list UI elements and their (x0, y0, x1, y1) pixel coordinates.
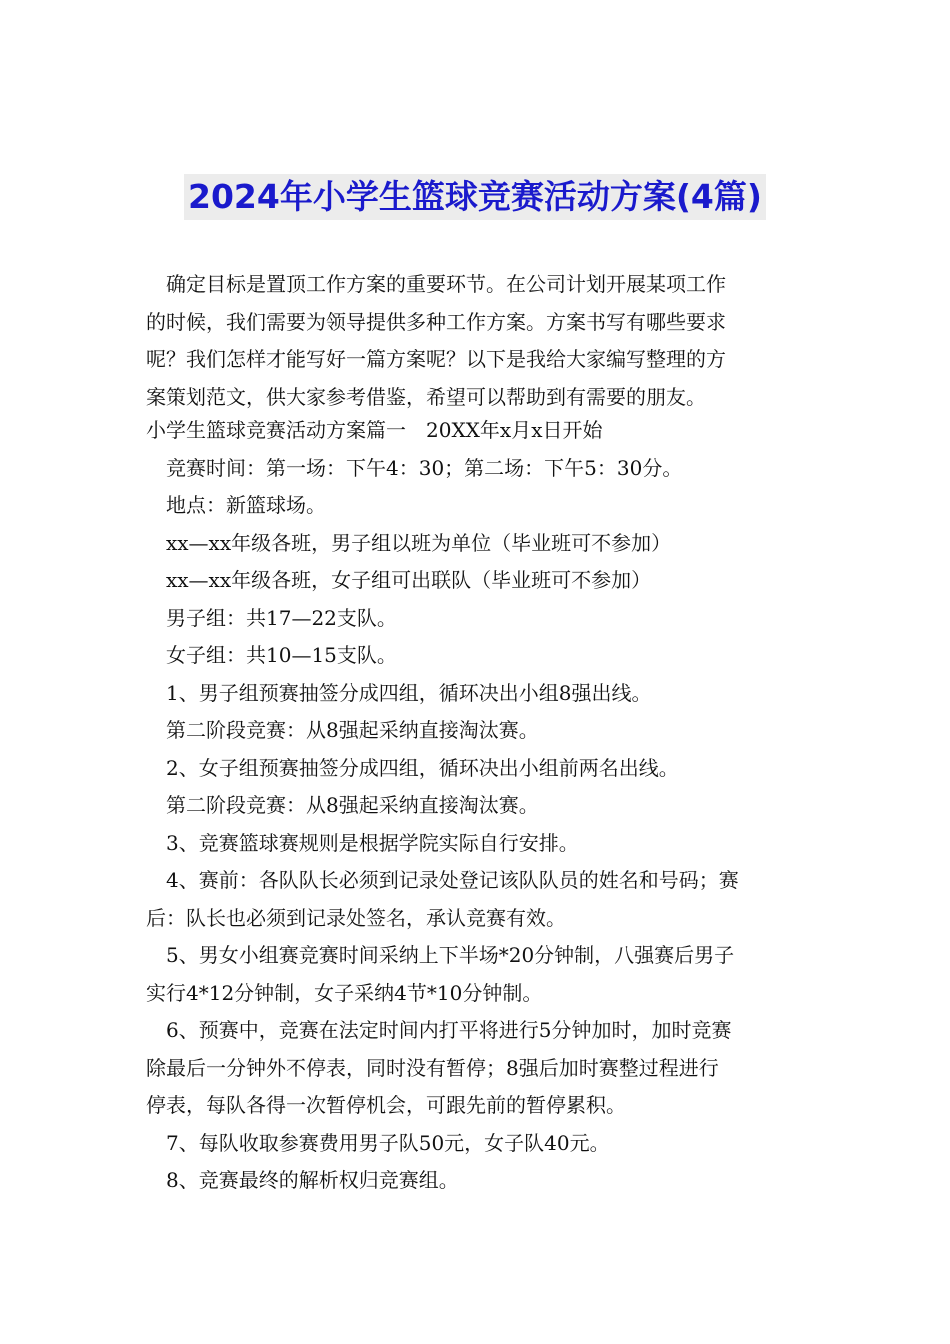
intro-line-3: 呢？我们怎样才能写好一篇方案呢？以下是我给大家编写整理的方 (146, 347, 726, 371)
intro-line-4: 案策划范文，供大家参考借鉴，希望可以帮助到有需要的朋友。 (146, 384, 706, 409)
boys-classes: xx—xx年级各班，男子组以班为单位（毕业班可不参加） (166, 530, 672, 555)
document-body (146, 266, 810, 1200)
rule-3: 3、竞赛篮球赛规则是根据学院实际自行安排。 (166, 830, 579, 855)
rule-2: 2、女子组预赛抽签分成四组，循环决出小组前两名出线。 (166, 755, 679, 780)
rule-4-line-2: 后：队长也必须到记录处签名，承认竞赛有效。 (146, 905, 566, 930)
rule-7: 7、每队收取参赛费用男子队50元，女子队40元。 (166, 1130, 610, 1155)
girls-classes: xx—xx年级各班，女子组可出联队（毕业班可不参加） (166, 568, 652, 592)
title-container (0, 174, 950, 220)
rule-5-line-1: 5、男女小组赛竞赛时间采纳上下半场*20分钟制，八强赛后男子 (166, 943, 735, 967)
section-heading: 小学生篮球竞赛活动方案篇一 20XX年x月x日开始 (146, 418, 603, 442)
rule-6-line-3: 停表，每队各得一次暂停机会，可跟先前的暂停累积。 (146, 1093, 626, 1117)
rule-1-stage-2: 第二阶段竞赛：从8强起采纳直接淘汰赛。 (166, 718, 539, 742)
competition-time: 竞赛时间：第一场：下午4：30；第二场：下午5：30分。 (166, 455, 683, 480)
document-title: 2024年小学生篮球竞赛活动方案(4篇) (184, 174, 766, 220)
girls-team-count: 女子组：共10—15支队。 (166, 643, 397, 667)
competition-place: 地点：新篮球场。 (166, 493, 326, 517)
intro-line-1: 确定目标是置顶工作方案的重要环节。在公司计划开展某项工作 (166, 272, 726, 296)
rule-2-stage-2: 第二阶段竞赛：从8强起采纳直接淘汰赛。 (166, 793, 539, 817)
rule-4-line-1: 4、赛前：各队队长必须到记录处登记该队队员的姓名和号码；赛 (166, 868, 739, 892)
rule-1: 1、男子组预赛抽签分成四组，循环决出小组8强出线。 (166, 680, 652, 705)
rule-6-line-1: 6、预赛中，竞赛在法定时间内打平将进行5分钟加时，加时竞赛 (166, 1018, 732, 1042)
rule-8: 8、竞赛最终的解析权归竞赛组。 (166, 1168, 459, 1192)
rule-5-line-2: 实行4*12分钟制，女子采纳4节*10分钟制。 (146, 980, 543, 1005)
rule-6-line-2: 除最后一分钟外不停表，同时没有暂停；8强后加时赛整过程进行 (146, 1055, 719, 1080)
intro-line-2: 的时候，我们需要为领导提供多种工作方案。方案书写有哪些要求 (146, 309, 726, 334)
boys-team-count: 男子组：共17—22支队。 (166, 605, 397, 630)
